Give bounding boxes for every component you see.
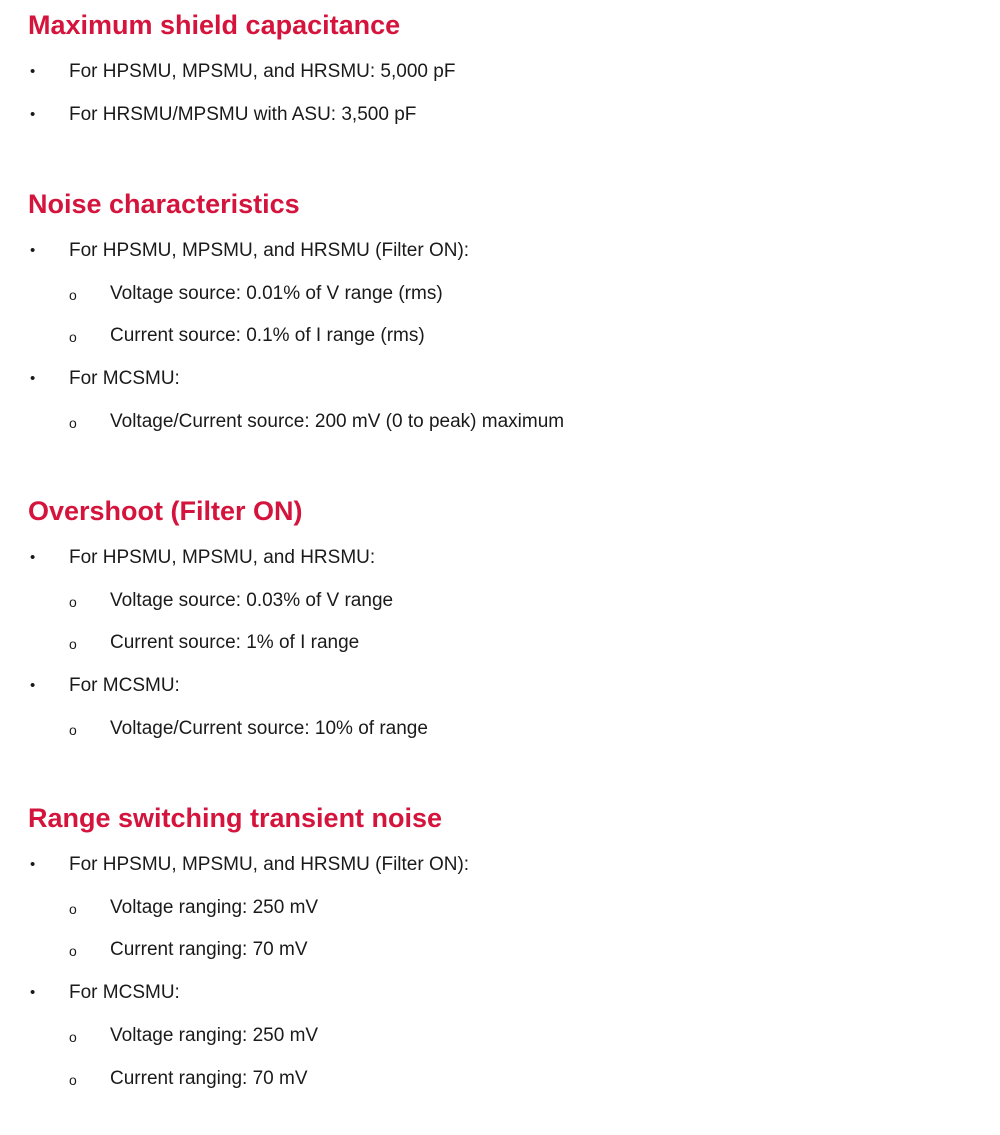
item-text: For HPSMU, MPSMU, and HRSMU (Filter ON): (69, 240, 470, 261)
circle-bullet-icon: o (69, 636, 77, 652)
sub-bullet-item (69, 717, 428, 741)
item-text: Current source: 1% of I range (110, 632, 360, 653)
bullet-item (30, 367, 180, 391)
bullet-item (30, 239, 470, 263)
item-text: For HRSMU/MPSMU with ASU: 3,500 pF (69, 104, 417, 125)
item-text: Voltage ranging: 250 mV (110, 897, 319, 918)
item-text: For HPSMU, MPSMU, and HRSMU: (69, 547, 376, 568)
sub-bullet-item (69, 1024, 319, 1048)
sub-bullet-item (69, 631, 360, 655)
item-text: For HPSMU, MPSMU, and HRSMU: 5,000 pF (69, 61, 456, 82)
circle-bullet-icon: o (69, 329, 77, 345)
section-heading: Overshoot (Filter ON) (28, 496, 303, 526)
bullet-icon: • (30, 242, 36, 259)
bullet-icon: • (30, 856, 36, 873)
bullet-icon: • (30, 984, 36, 1001)
bullet-item (30, 853, 470, 877)
section-heading: Range switching transient noise (28, 803, 443, 833)
bullet-item (30, 60, 456, 84)
item-text: Voltage source: 0.01% of V range (rms) (110, 283, 443, 304)
bullet-icon: • (30, 106, 36, 123)
sub-bullet-item (69, 896, 319, 920)
circle-bullet-icon: o (69, 943, 77, 959)
bullet-item (30, 103, 417, 127)
item-text: For MCSMU: (69, 368, 180, 389)
item-text: Voltage ranging: 250 mV (110, 1025, 319, 1046)
item-text: Current ranging: 70 mV (110, 939, 308, 960)
sub-bullet-item (69, 410, 565, 434)
circle-bullet-icon: o (69, 1072, 77, 1088)
circle-bullet-icon: o (69, 1029, 77, 1045)
item-text: Voltage/Current source: 200 mV (0 to peak) maximum (110, 411, 565, 432)
item-text: Current source: 0.1% of I range (rms) (110, 325, 425, 346)
item-text: For HPSMU, MPSMU, and HRSMU (Filter ON): (69, 854, 470, 875)
bullet-icon: • (30, 677, 36, 694)
sub-bullet-item (69, 282, 443, 306)
item-text: Voltage/Current source: 10% of range (110, 718, 428, 739)
bullet-icon: • (30, 63, 36, 80)
bullet-item (30, 981, 180, 1005)
bullet-icon: • (30, 549, 36, 566)
bullet-item (30, 546, 376, 570)
circle-bullet-icon: o (69, 722, 77, 738)
item-text: Voltage source: 0.03% of V range (110, 590, 394, 611)
sub-bullet-item (69, 938, 308, 962)
sub-bullet-item (69, 1067, 308, 1091)
section-heading: Noise characteristics (28, 189, 300, 219)
circle-bullet-icon: o (69, 901, 77, 917)
circle-bullet-icon: o (69, 287, 77, 303)
sub-bullet-item (69, 589, 394, 613)
circle-bullet-icon: o (69, 594, 77, 610)
sub-bullet-item (69, 324, 425, 348)
section-heading: Maximum shield capacitance (28, 10, 401, 40)
item-text: Current ranging: 70 mV (110, 1068, 308, 1089)
circle-bullet-icon: o (69, 415, 77, 431)
item-text: For MCSMU: (69, 675, 180, 696)
item-text: For MCSMU: (69, 982, 180, 1003)
bullet-item (30, 674, 180, 698)
bullet-icon: • (30, 370, 36, 387)
